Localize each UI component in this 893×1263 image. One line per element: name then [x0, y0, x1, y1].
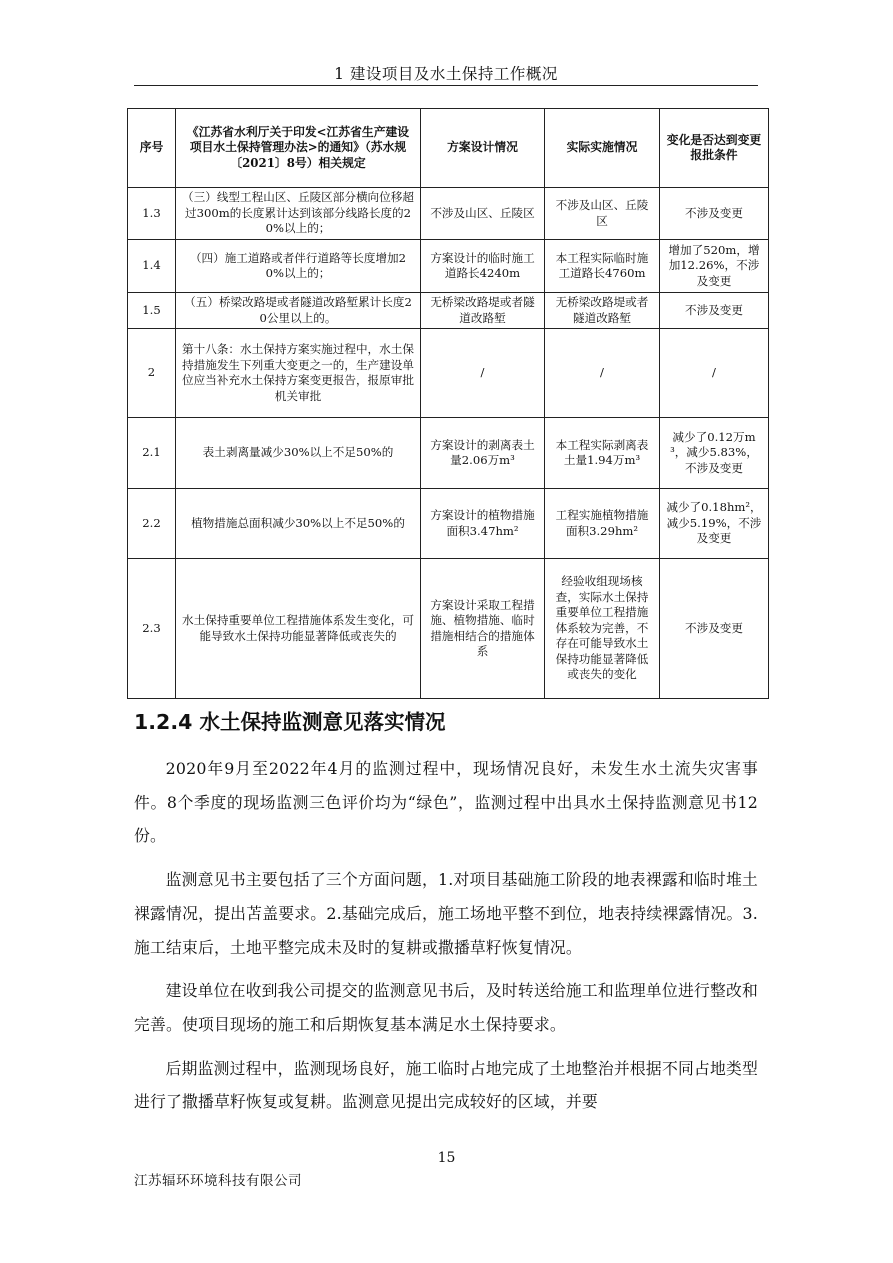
table-row: [128, 559, 769, 699]
row-design: 方案设计的临时施工道路长4240m: [421, 240, 545, 293]
row-change: 减少了0.18hm²，减少5.19%，不涉及变更: [660, 489, 769, 559]
row-actual: 无桥梁改路堤或者隧道改路堑: [545, 293, 660, 329]
paragraph: 2020年9月至2022年4月的监测过程中，现场情况良好，未发生水土流失灾害事件。8个季度的现场监测三色评价均为“绿色”，监测过程中出具水土保持监测意见书12份。: [134, 759, 758, 846]
row-no: 1.4: [128, 240, 176, 293]
row-rule: 水土保持重要单位工程措施体系发生变化，可能导致水土保持功能显著降低或丧失的: [176, 559, 421, 699]
row-design: 方案设计采取工程措施、植物措施、临时措施相结合的措施体系: [421, 559, 545, 699]
row-actual: /: [545, 329, 660, 418]
row-actual: 不涉及山区、丘陵区: [545, 188, 660, 240]
row-actual: 本工程实际临时施工道路长4760m: [545, 240, 660, 293]
row-no: 2.1: [128, 418, 176, 489]
row-rule: （三）线型工程山区、丘陵区部分横向位移超过300m的长度累计达到该部分线路长度的20%以上的；: [176, 188, 421, 240]
table-row: [128, 240, 769, 293]
table-header-row: [128, 109, 769, 188]
company-name: 江苏辐环环境科技有限公司: [134, 1173, 302, 1189]
row-no: 1.3: [128, 188, 176, 240]
compliance-table: [127, 108, 769, 699]
row-design: 方案设计的植物措施面积3.47hm²: [421, 489, 545, 559]
row-no: 2.3: [128, 559, 176, 699]
header-rule: [134, 85, 758, 86]
col-header-design: 方案设计情况: [421, 109, 545, 188]
row-change: 不涉及变更: [660, 293, 769, 329]
row-design: /: [421, 329, 545, 418]
page-number: 15: [437, 1150, 456, 1166]
page-header: 1 建设项目及水土保持工作概况: [334, 65, 558, 83]
body-text: [134, 752, 758, 1129]
table-row: [128, 188, 769, 240]
row-change: /: [660, 329, 769, 418]
row-no: 2: [128, 329, 176, 418]
row-actual: 本工程实际剥离表土量1.94万m³: [545, 418, 660, 489]
row-design: 不涉及山区、丘陵区: [421, 188, 545, 240]
paragraph: 建设单位在收到我公司提交的监测意见书后，及时转送给施工和监理单位进行整改和完善。使项目现场的施工和后期恢复基本满足水土保持要求。: [134, 981, 758, 1034]
row-actual: 工程实施植物措施面积3.29hm²: [545, 489, 660, 559]
table-row: [128, 329, 769, 418]
row-rule: （四）施工道路或者伴行道路等长度增加20%以上的；: [176, 240, 421, 293]
paragraph: 监测意见书主要包括了三个方面问题，1.对项目基础施工阶段的地表裸露和临时堆土裸露情况，提出苫盖要求。2.基础完成后，施工场地平整不到位，地表持续裸露情况。3.施工结束后，土地平整完成未及时的复耕或撒播草籽恢复情况。: [134, 870, 758, 957]
row-no: 1.5: [128, 293, 176, 329]
row-rule: （五）桥梁改路堤或者隧道改路堑累计长度20公里以上的。: [176, 293, 421, 329]
row-change: 不涉及变更: [660, 559, 769, 699]
row-change: 减少了0.12万m³，减少5.83%，不涉及变更: [660, 418, 769, 489]
col-header-actual: 实际实施情况: [545, 109, 660, 188]
table-row: [128, 489, 769, 559]
row-change: 增加了520m，增加12.26%，不涉及变更: [660, 240, 769, 293]
table-row: [128, 293, 769, 329]
col-header-change: 变化是否达到变更报批条件: [660, 109, 769, 188]
row-actual: 经验收组现场核查，实际水土保持重要单位工程措施体系较为完善，不存在可能导致水土保持功能显著降低或丧失的变化: [545, 559, 660, 699]
paragraph: 后期监测过程中，监测现场良好，施工临时占地完成了土地整治并根据不同占地类型进行了撒播草籽恢复或复耕。监测意见提出完成较好的区域，并要: [134, 1058, 758, 1112]
section-title: 1.2.4 水土保持监测意见落实情况: [134, 710, 446, 734]
row-no: 2.2: [128, 489, 176, 559]
row-change: 不涉及变更: [660, 188, 769, 240]
col-header-rule: 《江苏省水利厅关于印发<江苏省生产建设项目水土保持管理办法>的通知》（苏水规〔2021〕8号）相关规定: [176, 109, 421, 188]
row-design: 方案设计的剥离表土量2.06万m³: [421, 418, 545, 489]
table-row: [128, 418, 769, 489]
col-header-no: 序号: [128, 109, 176, 188]
row-rule: 第十八条：水土保持方案实施过程中，水土保持措施发生下列重大变更之一的，生产建设单位应当补充水土保持方案变更报告，报原审批机关审批: [176, 329, 421, 418]
row-rule: 植物措施总面积减少30%以上不足50%的: [176, 489, 421, 559]
row-rule: 表土剥离量减少30%以上不足50%的: [176, 418, 421, 489]
row-design: 无桥梁改路堤或者隧道改路堑: [421, 293, 545, 329]
